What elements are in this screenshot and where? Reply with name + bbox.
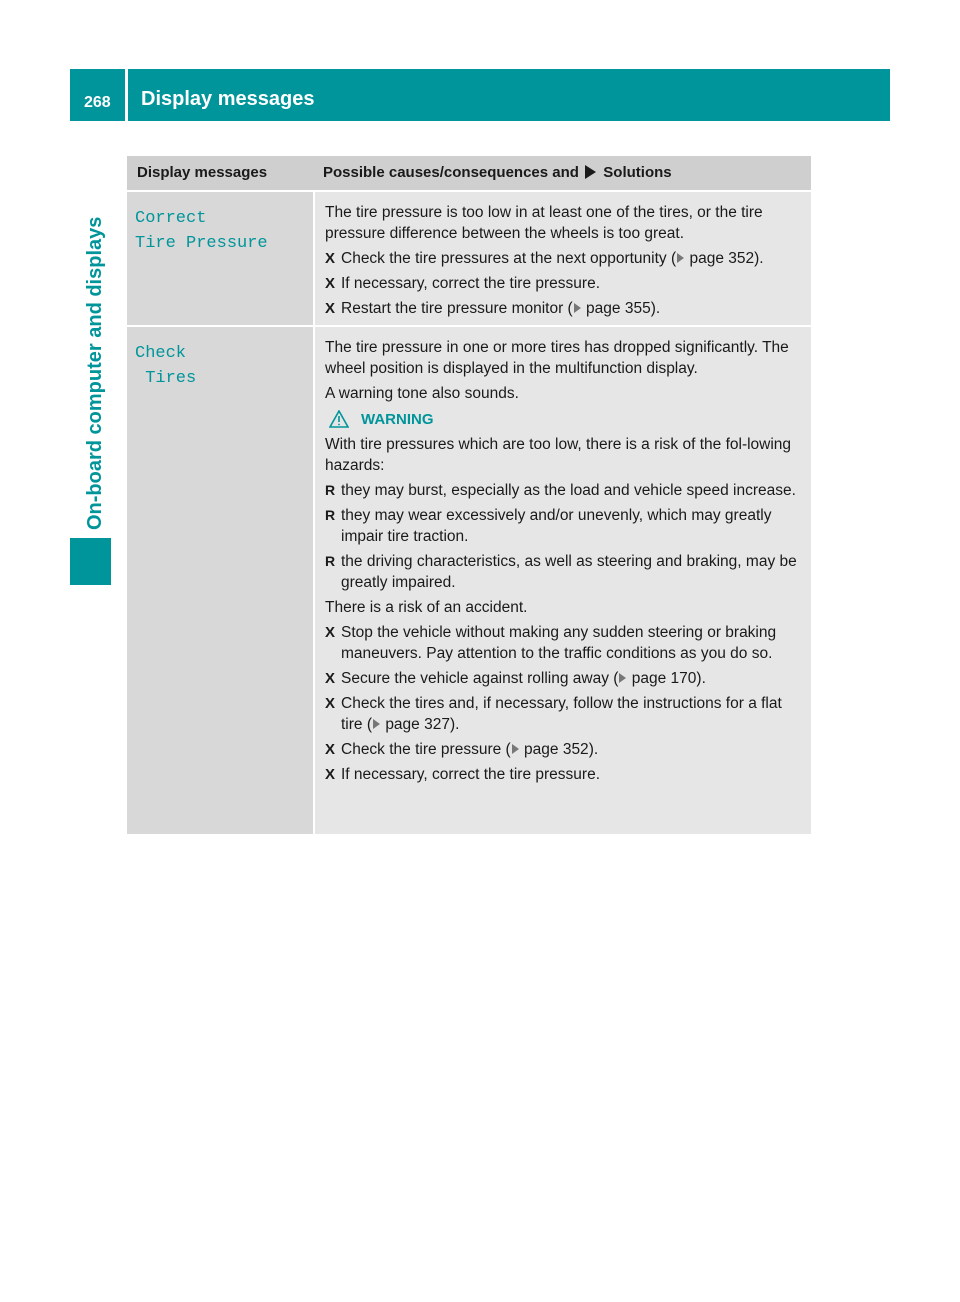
- step-end: ).: [650, 300, 661, 317]
- bullet-icon: R: [325, 482, 336, 498]
- arrow-right-icon: [585, 165, 596, 179]
- page-ref[interactable]: page 170: [631, 670, 697, 687]
- warning-text: With tire pressures which are too low, there is a risk of the fol-lowing hazards:: [325, 436, 792, 474]
- page-ref-icon: [574, 303, 581, 313]
- step: [325, 693, 805, 735]
- step-end: ).: [696, 670, 706, 687]
- hazard-text: they may wear excessively and/or unevenly, which may greatly impair tire traction.: [341, 507, 772, 545]
- hazard-text: the driving characteristics, as well as steering and braking, may be greatly impaired.: [341, 553, 797, 591]
- step: [325, 248, 805, 269]
- step-text: If necessary, correct the tire pressure.: [341, 766, 601, 783]
- col1-header: Display messages: [137, 164, 268, 181]
- page-ref[interactable]: page 352: [524, 741, 589, 758]
- step-x-icon: X: [325, 624, 336, 641]
- message-line1: Check: [135, 344, 187, 363]
- message-line1: Correct: [135, 209, 207, 228]
- display-messages-table: [127, 156, 811, 836]
- step-x-icon: X: [325, 275, 336, 292]
- step-text: Stop the vehicle without making any sudden steering or braking maneuvers. Pay attention to the traffic conditions as you do so.: [341, 624, 777, 662]
- page-ref[interactable]: page 352: [689, 250, 755, 267]
- col2-header-prefix: Possible causes/consequences and: [323, 164, 579, 181]
- step: [325, 622, 805, 664]
- hazard-item: [325, 480, 805, 501]
- step-text: Check the tire pressures at the next opportunity (: [341, 250, 677, 267]
- step: [325, 764, 805, 785]
- step: [325, 739, 805, 760]
- step-x-icon: X: [325, 766, 336, 783]
- step-text: If necessary, correct the tire pressure.: [341, 275, 601, 292]
- hazard-item: [325, 505, 805, 547]
- side-tab-block: [70, 538, 111, 585]
- step-x-icon: X: [325, 670, 336, 687]
- page-number: 268: [84, 94, 111, 111]
- cause-text-2: A warning tone also sounds.: [325, 385, 519, 402]
- bullet-icon: R: [325, 553, 336, 569]
- risk-text: There is a risk of an accident.: [325, 599, 528, 616]
- step-x-icon: X: [325, 300, 336, 317]
- step: [325, 298, 805, 319]
- page-ref-icon: [373, 719, 380, 729]
- message-line2: Tire Pressure: [135, 234, 268, 253]
- step-end: ).: [588, 741, 599, 758]
- message-cell: [127, 192, 313, 325]
- col2-header-suffix: Solutions: [603, 164, 672, 181]
- step: [325, 273, 805, 294]
- col2-header: [323, 164, 811, 181]
- hazard-text: they may burst, especially as the load and vehicle speed increase.: [341, 482, 796, 499]
- solution-cell: [315, 327, 811, 834]
- cause-text: The tire pressure in one or more tires has dropped significantly. The wheel position is displayed in the multifunction display.: [325, 339, 789, 377]
- step-text: Restart the tire pressure monitor (: [341, 300, 573, 317]
- table-header: [127, 156, 811, 190]
- warning-label: WARNING: [361, 410, 434, 428]
- step-text: Check the tire pressure (: [341, 741, 511, 758]
- page-ref-icon: [619, 673, 626, 683]
- page-ref-icon: [512, 744, 519, 754]
- table-row: [127, 192, 811, 325]
- step-text: Secure the vehicle against rolling away (: [341, 670, 619, 687]
- step-x-icon: X: [325, 741, 336, 758]
- step-end: ).: [449, 716, 460, 733]
- side-tab-label: On-board computer and displays: [84, 216, 106, 530]
- page-ref-icon: [677, 253, 684, 263]
- message-line2: Tires: [135, 369, 197, 388]
- solution-cell: [315, 192, 811, 325]
- warning-heading: [329, 410, 805, 428]
- cause-text: The tire pressure is too low in at least one of the tires, or the tire pressure difference between the wheels is too great.: [325, 204, 763, 242]
- warning-triangle-icon: [329, 410, 349, 428]
- bullet-icon: R: [325, 507, 336, 523]
- message-cell: [127, 327, 313, 834]
- step-x-icon: X: [325, 250, 336, 267]
- step-x-icon: X: [325, 695, 336, 712]
- page-ref[interactable]: page 327: [385, 716, 450, 733]
- hazard-item: [325, 551, 805, 593]
- table-row: [127, 327, 811, 834]
- step-text: Check the tires and, if necessary, follow the instructions for a flat tire (: [341, 695, 782, 733]
- page-title: Display messages: [141, 88, 315, 110]
- step: [325, 668, 805, 689]
- step-end: ).: [754, 250, 764, 267]
- page-ref[interactable]: page 355: [586, 300, 651, 317]
